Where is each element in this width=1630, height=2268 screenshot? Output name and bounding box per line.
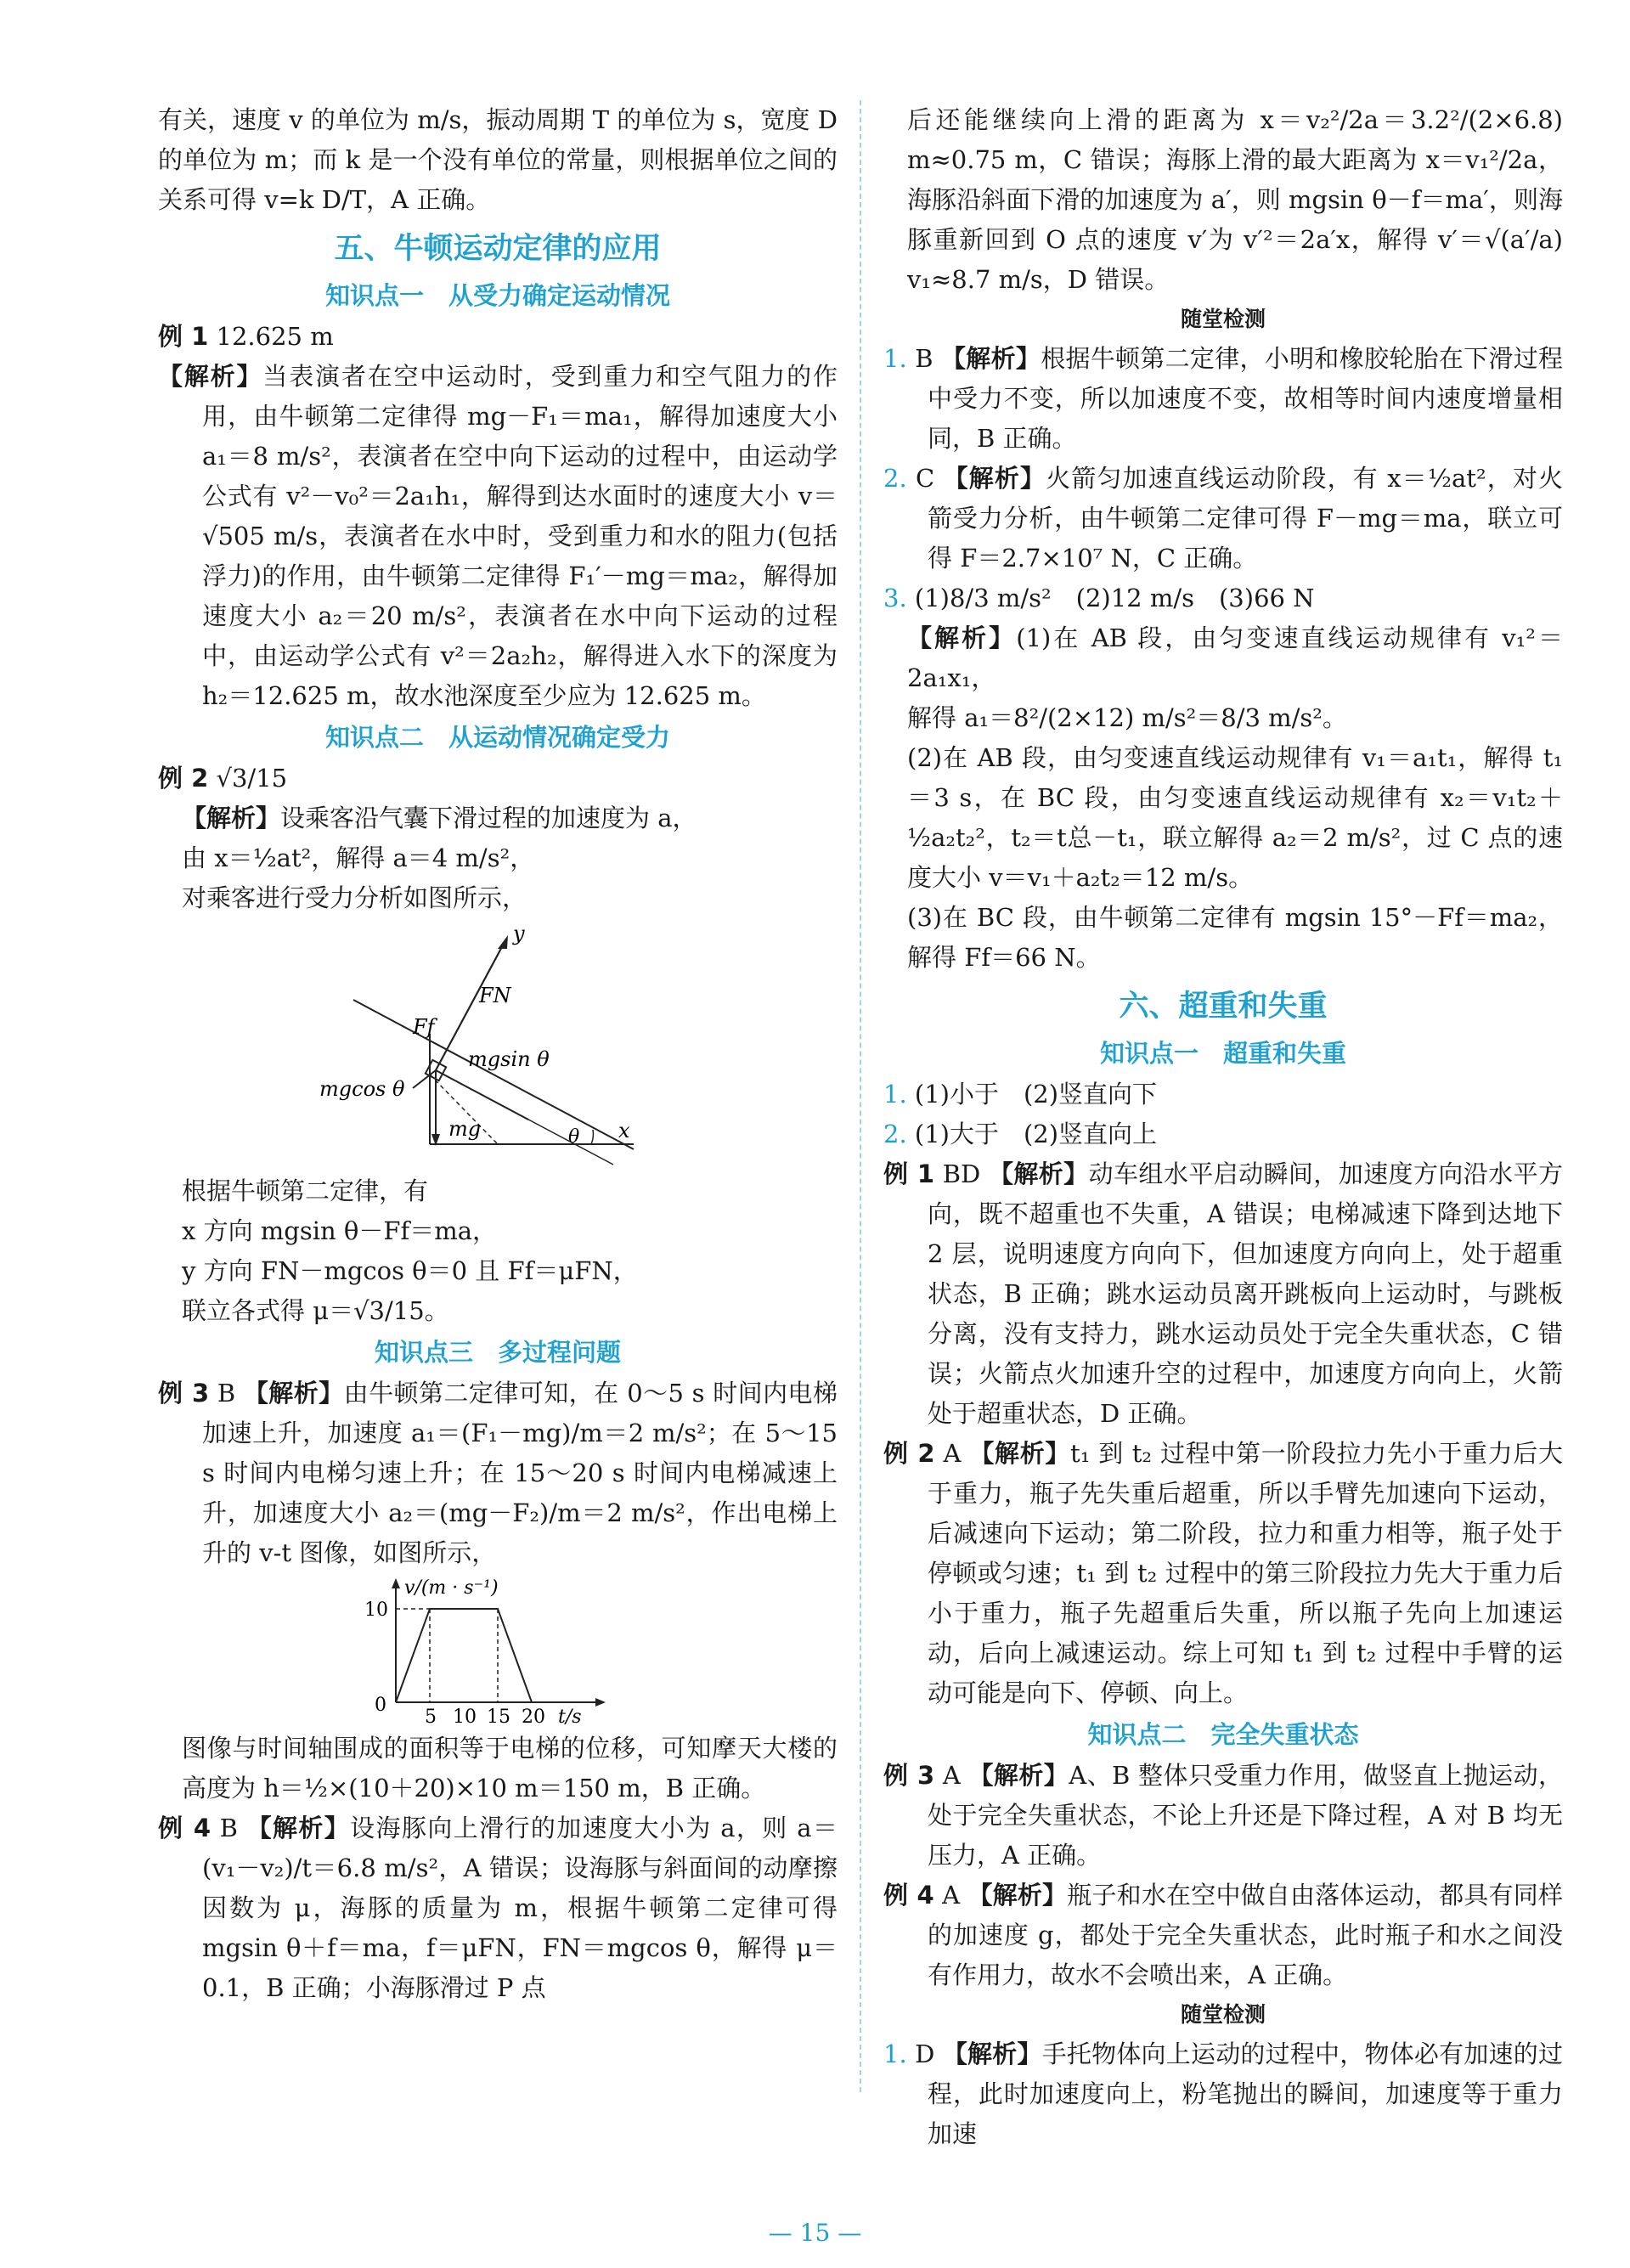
analysis-text: 设海豚向上滑行的加速度大小为 a，则 a＝(v₁－v₂)/t＝6.8 m/s²，A 错误；设海豚与斜面间的动摩擦因数为 μ，海豚的质量为 m，根据牛顿第二定律可得 mgsin θ＋f＝ma，f＝μFN，FN＝mgcos θ，解得 μ＝0.1，B 正确；小海豚滑过 P 点 (202, 1814, 838, 2002)
fig-label-y: y (513, 922, 525, 945)
example-label: 例 1 (883, 1159, 935, 1188)
knowledge-point-1: 知识点一 从受力确定运动情况 (324, 281, 670, 310)
vt-x-tick-5: 5 (425, 1707, 437, 1728)
fig-label-ff: Ff (413, 1015, 435, 1039)
example-answer: √3/15 (216, 764, 288, 793)
analysis-line: 解得 a₁＝8²/(2×12) m/s²＝8/3 m/s²。 (907, 703, 1347, 732)
analysis-tag: 【解析】 (988, 1159, 1089, 1188)
example-1 (158, 317, 838, 357)
right-column (883, 100, 1563, 2154)
analysis-text: 手托物体向上运动的过程中，物体必有加速的过程，此时加速度向上，粉笔抛出的瞬间，加速度等于重力加速 (928, 2040, 1563, 2148)
analysis-text: 设乘客沿气囊下滑过程的加速度为 a， (280, 804, 697, 832)
example-label: 例 2 (158, 764, 209, 793)
knowledge-point-3: 知识点三 多过程问题 (374, 1338, 621, 1367)
page-number: — 15 — (768, 2219, 862, 2247)
example-label: 例 2 (883, 1439, 935, 1468)
column-divider (860, 100, 861, 2092)
knowledge-point-1: 知识点一 超重和失重 (1099, 1039, 1346, 1068)
question-answer: C (916, 464, 935, 493)
analysis-line: 由 x＝½at²，解得 a＝4 m/s²， (182, 843, 535, 872)
analysis-text: 动车组水平启动瞬间，加速度方向沿水平方向，既不超重也不失重，A 错误；电梯减速下降到达地下 2 层，说明速度方向向下，但加速度方向向上，处于超重状态，B 正确；跳水运动员离开跳板向上运动时，与跳板分离，没有支持力，跳水运动员处于完全失重状态，C 错误；火箭点火加速升空的过程中，加速度方向向上，火箭处于超重状态，D 正确。 (928, 1159, 1564, 1428)
analysis-tag: 【解析】 (907, 623, 1017, 652)
example-1-analysis (158, 357, 838, 716)
vt-x-tick-20: 20 (522, 1707, 545, 1728)
example-answer: B (217, 1379, 236, 1408)
example-2 (883, 1434, 1563, 1713)
check-question-2 (883, 459, 1563, 578)
force-diagram (319, 922, 642, 1168)
analysis-text: t₁ 到 t₂ 过程中第一阶段拉力先小于重力后大于重力，瓶子先失重后超重，所以手臂先加速向下运动，后减速向下运动；第二阶段，拉力和重力相等，瓶子处于停顿或匀速；t₁ 到 t₂ 过程中的第三阶段拉力先大于重力后小于重力，瓶子先超重后失重，所以瓶子先向上加速运动，后向上减速运动。综上可知 t₁ 到 t₂ 过程中手臂的运动可能是向下、停顿、向上。 (928, 1439, 1563, 1707)
analysis-tag: 【解析】 (968, 1761, 1069, 1790)
analysis-tag: 【解析】 (158, 362, 263, 391)
paragraph-continued: 后还能继续向上滑的距离为 x＝v₂²/2a＝3.2²/(2×6.8) m≈0.75 m，C 错误；海豚上滑的最大距离为 x＝v₁²/2a，海豚沿斜面下滑的加速度为 a′，则 mgsin θ－f＝ma′，则海豚重新回到 O 点的速度 v′为 v′²＝2a′x，解得 v′＝√(a′/a) v₁≈8.7 m/s，D 错误。 (907, 105, 1563, 294)
fig-label-fn: FN (479, 984, 511, 1007)
analysis-tag: 【解析】 (943, 464, 1046, 493)
vt-x-tick-15: 15 (487, 1707, 510, 1728)
analysis-text: 当表演者在空中运动时，受到重力和空气阻力的作用，由牛顿第二定律得 mg－F₁＝ma₁，解得加速度大小 a₁＝8 m/s²，表演者在空中向下运动的过程中，由运动学公式有 v²－v₀²＝2a₁h₁，解得到达水面时的速度大小 v＝√505 m/s，表演者在水中时，受到重力和水的阻力(包括浮力)的作用，由牛顿第二定律得 F₁′－mg＝ma₂，解得加速度大小 a₂＝20 m/s²，表演者在水中向下运动的过程中，由运动学公式有 v²＝2a₂h₂，解得进入水下的深度为 h₂＝12.625 m，故水池深度至少应为 12.625 m。 (202, 362, 838, 710)
answer-text: (1)小于 (2)竖直向下 (914, 1080, 1158, 1109)
analysis-tag: 【解析】 (967, 1881, 1068, 1910)
check-question-1 (883, 2034, 1563, 2154)
analysis-line: 联立各式得 μ＝√3/15。 (182, 1296, 449, 1325)
analysis-line: (3)在 BC 段，由牛顿第二定律有 mgsin 15°－Ff＝ma₂，解得 Ff＝66 N。 (907, 903, 1563, 972)
analysis-text: 根据牛顿第二定律，小明和橡胶轮胎在下滑过程中受力不变，所以加速度不变，故相等时间内速度增量相同，B 正确。 (928, 344, 1563, 453)
fig-label-mg: mg (448, 1117, 482, 1141)
vt-graph (358, 1577, 638, 1728)
section-title-newton-application: 五、牛顿运动定律的应用 (334, 232, 662, 266)
analysis-text: 由牛顿第二定律可知，在 0～5 s 时间内电梯加速上升，加速度 a₁＝(F₁－mg)/m＝2 m/s²；在 5～15 s 时间内电梯匀速上升；在 15～20 s 时间内电梯减速上升，加速度大小 a₂＝(mg－F₂)/m＝2 m/s²，作出电梯上升的 v-t 图像，如图所示， (202, 1379, 838, 1567)
section-title-overweight: 六、超重和失重 (1119, 990, 1328, 1024)
example-4 (158, 1808, 838, 2008)
check-question-3 (883, 578, 1563, 618)
example-label: 例 1 (158, 322, 209, 351)
analysis-line: 根据牛顿第二定律，有 (182, 1176, 429, 1205)
example-answer: BD (942, 1159, 981, 1188)
example-label: 例 4 (158, 1814, 212, 1842)
analysis-line: (2)在 AB 段，由匀变速直线运动规律有 v₁＝a₁t₁，解得 t₁＝3 s，在 BC 段，由匀变速直线运动规律有 x₂＝v₁t₂＋½a₂t₂²，t₂＝t总－t₁，联立解得 a₂＝2 m/s²，过 C 点的速度大小 v＝v₁＋a₂t₂＝12 m/s。 (907, 743, 1563, 892)
analysis-line: 对乘客进行受力分析如图所示， (182, 883, 527, 912)
answer-text: (1)大于 (2)竖直向上 (914, 1120, 1158, 1148)
vt-y-axis-label: v/(m · s⁻¹) (404, 1577, 499, 1599)
analysis-tag: 【解析】 (243, 1379, 344, 1408)
left-column (158, 100, 838, 2008)
vt-x-axis-label: t/s (558, 1707, 582, 1728)
fig-label-x: x (618, 1119, 630, 1142)
analysis-line: y 方向 FN－mgcos θ＝0 且 Ff＝μFN， (182, 1256, 638, 1285)
example-answer: A (942, 1761, 961, 1790)
example-label: 例 3 (158, 1379, 210, 1408)
example-answer: A (943, 1439, 962, 1468)
question-answer: D (915, 2040, 935, 2068)
in-class-check-heading: 随堂检测 (1180, 307, 1266, 331)
example-answer: 12.625 m (216, 322, 334, 351)
example-2 (158, 759, 838, 798)
analysis-line: 图像与时间轴围成的面积等于电梯的位移，可知摩天大楼的高度为 h＝½×(10＋20)×10 m＝150 m，B 正确。 (182, 1734, 838, 1803)
analysis-text: 火箭匀加速直线运动阶段，有 x＝½at²，对火箭受力分析，由牛顿第二定律可得 F－mg＝ma，联立可得 F＝2.7×10⁷ N，C 正确。 (928, 464, 1563, 573)
check-question-1 (883, 339, 1563, 459)
knowledge-point-2: 知识点二 从运动情况确定受力 (324, 723, 670, 752)
question-number: 2. (883, 464, 907, 493)
question-answer: B (915, 344, 933, 373)
analysis-text: (1)在 AB 段，由匀变速直线运动规律有 v₁²＝2a₁x₁， (907, 623, 1563, 692)
example-answer: B (219, 1814, 238, 1842)
in-class-check-heading: 随堂检测 (1180, 2002, 1266, 2027)
fig-label-theta: θ (568, 1126, 580, 1148)
example-label: 例 4 (883, 1881, 934, 1910)
vt-origin: 0 (375, 1695, 386, 1716)
example-answer: A (942, 1881, 961, 1910)
example-2-analysis (158, 798, 838, 838)
question-number: 1. (883, 1080, 907, 1109)
question-answer: (1)8/3 m/s² (2)12 m/s (3)66 N (914, 584, 1315, 612)
question-number: 3. (883, 584, 907, 612)
fig-label-mgsin: mgsin θ (468, 1047, 550, 1071)
question-number: 1. (883, 2040, 907, 2068)
fill-answer-2 (883, 1114, 1563, 1154)
vt-x-tick-10: 10 (453, 1707, 477, 1728)
question-number: 1. (883, 344, 907, 373)
question-number: 2. (883, 1120, 907, 1148)
knowledge-point-2: 知识点二 完全失重状态 (1087, 1720, 1359, 1749)
analysis-text: A、B 整体只受重力作用，做竖直上抛运动，处于完全失重状态，不论上升还是下降过程，A 对 B 均无压力，A 正确。 (928, 1761, 1564, 1870)
example-label: 例 3 (883, 1761, 935, 1790)
example-3 (158, 1374, 838, 1573)
vt-y-tick-10: 10 (364, 1599, 388, 1621)
analysis-line: x 方向 mgsin θ－Ff＝ma， (182, 1216, 498, 1245)
example-3 (883, 1756, 1563, 1876)
fig-label-mgcos: mgcos θ (319, 1077, 405, 1101)
analysis-tag: 【解析】 (246, 1814, 351, 1842)
analysis-tag: 【解析】 (969, 1439, 1071, 1468)
analysis-tag: 【解析】 (941, 344, 1041, 373)
analysis-tag: 【解析】 (942, 2040, 1042, 2068)
analysis-text: 瓶子和水在空中做自由落体运动，都具有同样的加速度 g，都处于完全失重状态，此时瓶子和水之间没有作用力，故水不会喷出来，A 正确。 (928, 1881, 1563, 1989)
analysis-tag: 【解析】 (182, 804, 281, 832)
question-3-analysis (883, 618, 1563, 698)
example-4 (883, 1876, 1563, 1995)
paragraph-continued: 有关，速度 v 的单位为 m/s，振动周期 T 的单位为 s，宽度 D 的单位为 m；而 k 是一个没有单位的常量，则根据单位之间的关系可得 v=k D/T，A 正确。 (158, 105, 838, 214)
fill-answer-1 (883, 1075, 1563, 1114)
example-1 (883, 1154, 1563, 1434)
